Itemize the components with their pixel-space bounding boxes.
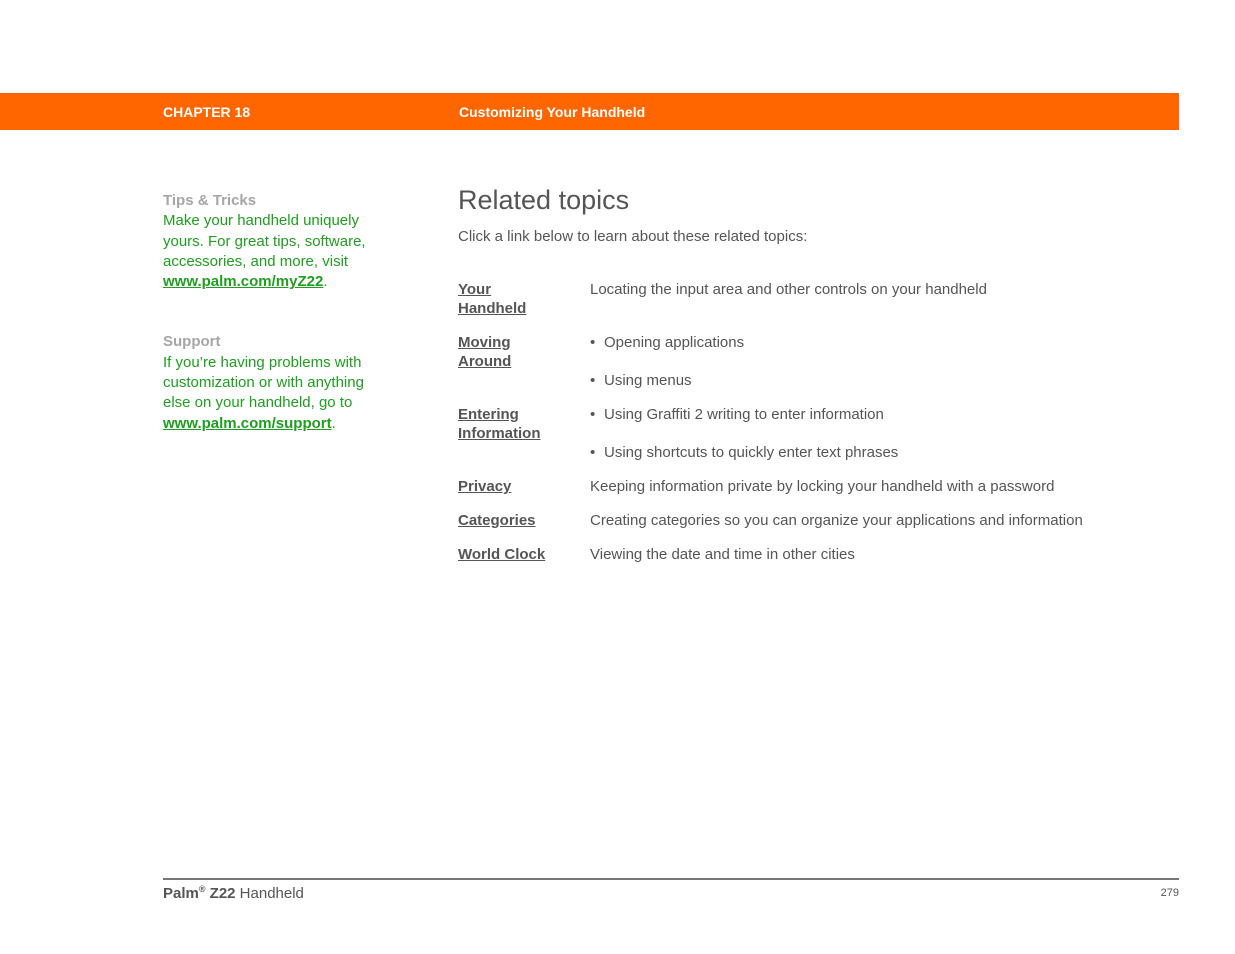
intro-text: Click a link below to learn about these related topics: bbox=[458, 228, 808, 245]
palm-myz22-link[interactable]: www.palm.com/myZ22 bbox=[163, 273, 324, 291]
footer-product-name: Palm® Z22 Handheld bbox=[163, 884, 304, 902]
palm-support-link[interactable]: www.palm.com/support bbox=[163, 414, 332, 432]
topic-desc-privacy: Keeping information private by locking your handheld with a password bbox=[590, 478, 1055, 495]
topic-link-privacy[interactable]: Privacy bbox=[458, 478, 512, 495]
bullet-icon: • bbox=[590, 372, 596, 389]
tips-heading: Tips & Tricks bbox=[163, 192, 257, 209]
page-number: 279 bbox=[1160, 887, 1179, 899]
tips-text: Make your handheld uniquely yours. For great tips, software, accessories, and more, visit www.palm.com/myZ22. bbox=[163, 212, 366, 291]
support-block bbox=[163, 332, 373, 433]
chapter-title: Customizing Your Handheld bbox=[459, 104, 646, 120]
topic-bullet-item: • Using Graffiti 2 writing to enter information bbox=[590, 406, 884, 423]
topic-desc-world-clock: Viewing the date and time in other cities bbox=[590, 546, 855, 563]
topic-bullet-item: • Opening applications bbox=[590, 334, 745, 351]
support-text: If you’re having problems with customization or with anything else on your handheld, go to www.palm.com/support. bbox=[163, 353, 364, 432]
support-heading: Support bbox=[163, 333, 221, 351]
topic-bullet-item: • Using shortcuts to quickly enter text phrases bbox=[590, 444, 899, 461]
sidebar bbox=[163, 191, 373, 434]
chapter-header-bar bbox=[0, 93, 1179, 130]
footer-divider bbox=[163, 878, 1179, 880]
topic-desc-categories: Creating categories so you can organize your applications and information bbox=[590, 512, 1083, 529]
tips-and-tricks-block bbox=[163, 191, 373, 292]
topic-link-your-handheld[interactable]: Your Handheld bbox=[458, 281, 527, 317]
topic-link-entering-information[interactable]: Entering Information bbox=[458, 406, 541, 442]
topic-link-world-clock[interactable]: World Clock bbox=[458, 546, 546, 563]
bullet-icon: • bbox=[590, 334, 596, 351]
chapter-number: CHAPTER 18 bbox=[163, 104, 251, 120]
topic-bullet-item: • Using menus bbox=[590, 372, 692, 389]
topic-link-moving-around[interactable]: Moving Around bbox=[458, 334, 512, 370]
bullet-icon: • bbox=[590, 406, 596, 423]
topic-link-categories[interactable]: Categories bbox=[458, 512, 536, 529]
page-title: Related topics bbox=[458, 185, 630, 215]
topic-desc-your-handheld: Locating the input area and other controls on your handheld bbox=[590, 281, 987, 298]
bullet-icon: • bbox=[590, 444, 596, 461]
